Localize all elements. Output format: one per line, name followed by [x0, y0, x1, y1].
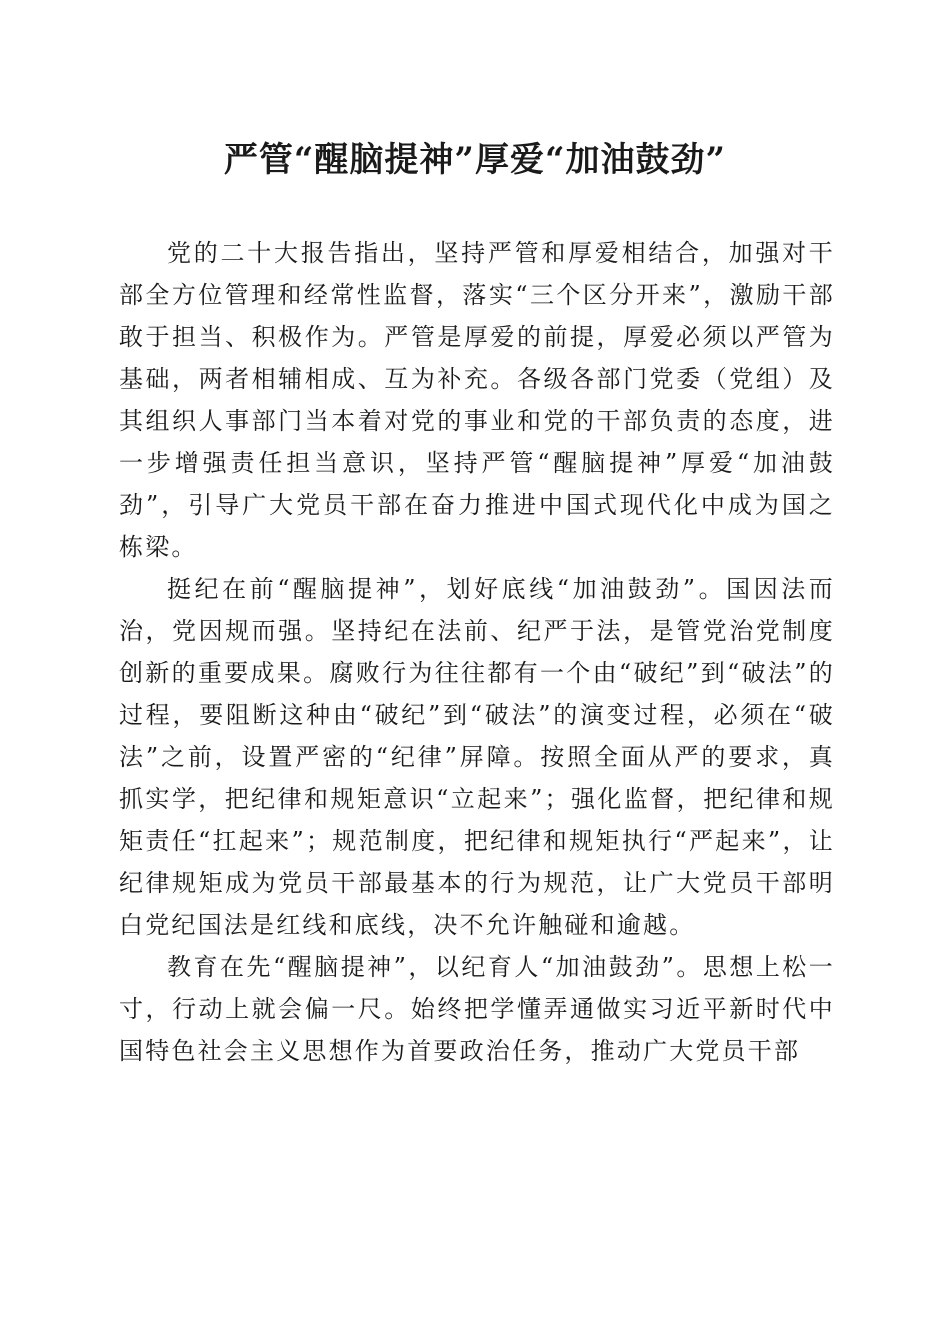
- document-title: 严管“醒脑提神”厚爱“加油鼓劲”: [223, 140, 727, 180]
- paragraph-3: 教育在先“醒脑提神”，以纪育人“加油鼓劲”。思想上松一寸，行动上就会偏一尺。始终把学懂弄通做实习近平新时代中国特色社会主义思想作为首要政治任务，推动广大党员干部: [119, 953, 835, 1065]
- paragraph-1: 党的二十大报告指出，坚持严管和厚爱相结合，加强对干部全方位管理和经常性监督，落实“三个区分开来”，激励干部敢于担当、积极作为。严管是厚爱的前提，厚爱必须以严管为基础，两者相辅相成、互为补充。各级各部门党委（党组）及其组织人事部门当本着对党的事业和党的干部负责的态度，进一步增强责任担当意识，坚持严管“醒脑提神”厚爱“加油鼓劲”，引导广大党员干部在奋力推进中国式现代化中成为国之栋梁。: [119, 239, 835, 561]
- document-body: [119, 232, 835, 1072]
- paragraph-2: 挺纪在前“醒脑提神”，划好底线“加油鼓劲”。国因法而治，党因规而强。坚持纪在法前、纪严于法，是管党治党制度创新的重要成果。腐败行为往往都有一个由“破纪”到“破法”的过程，要阻断这种由“破纪”到“破法”的演变过程，必须在“破法”之前，设置严密的“纪律”屏障。按照全面从严的要求，真抓实学，把纪律和规矩意识“立起来”；强化监督，把纪律和规矩责任“扛起来”；规范制度，把纪律和规矩执行“严起来”，让纪律规矩成为党员干部最基本的行为规范，让广大党员干部明白党纪国法是红线和底线，决不允许触碰和逾越。: [119, 575, 835, 939]
